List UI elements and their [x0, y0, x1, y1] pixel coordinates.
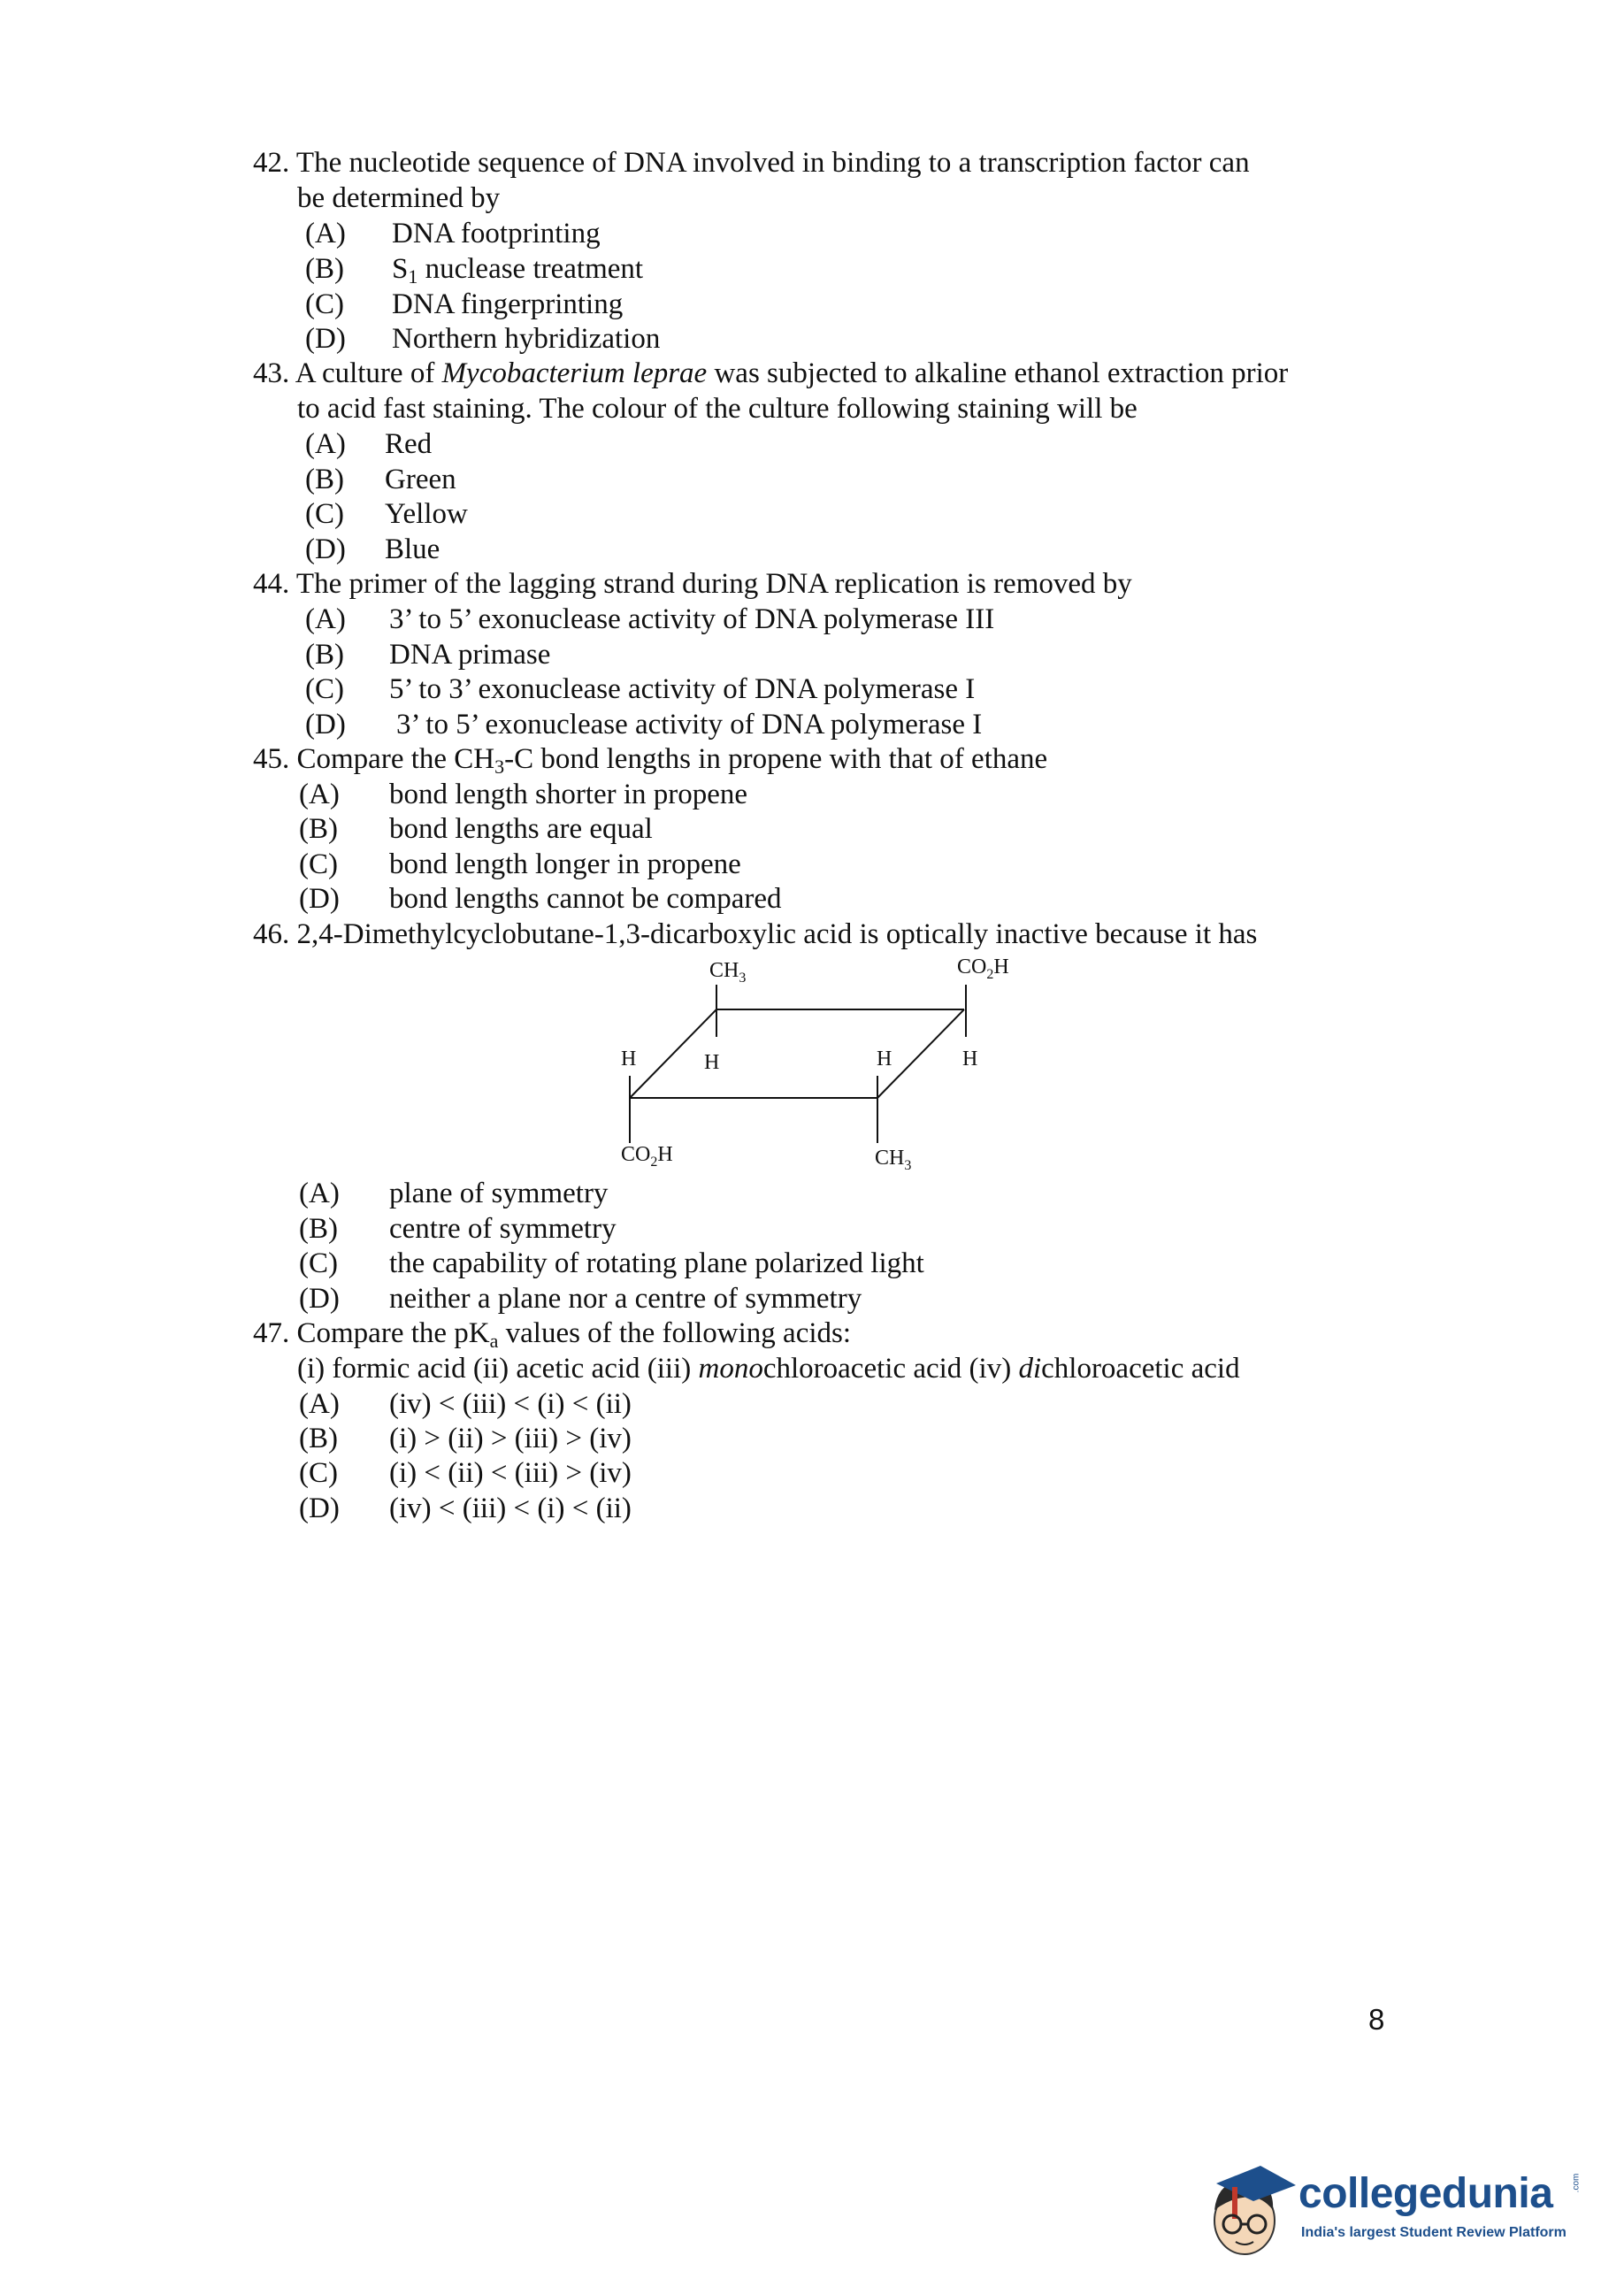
- label-ch3-top: $CH_3$: [709, 959, 747, 986]
- option-label: (D): [299, 1492, 340, 1524]
- option-text: (iv) < (iii) < (i) < (ii): [389, 1492, 632, 1524]
- question-45: 45. Compare the $CH_3-C$ bond lengths in propene with that of ethane: [253, 743, 1048, 778]
- question-47: 47. Compare the $pK_a$ values of the following acids:: [253, 1317, 852, 1352]
- option-text: Blue: [385, 533, 440, 565]
- question-47-cont: (i) formic acid (ii) acetic acid (iii) monochloroacetic acid (iv) dichloroacetic acid: [297, 1353, 1240, 1385]
- option-text: 5’ to 3’ exonuclease activity of DNA polymerase I: [389, 673, 976, 705]
- label-h: H: [962, 1047, 978, 1070]
- option-label: (D): [305, 533, 346, 565]
- option-text: 3’ to 5’ exonuclease activity of DNA polymerase III: [389, 603, 995, 635]
- option-text: Northern hybridization: [392, 323, 661, 355]
- option-label: (C): [305, 288, 344, 320]
- option-text: Green: [385, 464, 456, 495]
- option-text: (iv) < (iii) < (i) < (ii): [389, 1388, 632, 1420]
- label-h: H: [704, 1051, 720, 1074]
- option-label: (A): [299, 1178, 340, 1209]
- option-label: (C): [299, 848, 338, 880]
- option-label: (A): [299, 779, 340, 810]
- question-43-cont: to acid fast staining. The colour of the culture following staining will be: [297, 393, 1138, 425]
- option-label: (C): [305, 498, 344, 530]
- option-text: Red: [385, 428, 433, 460]
- logo-tagline: India's largest Student Review Platform: [1301, 2225, 1567, 2240]
- option-label: (B): [305, 464, 344, 495]
- option-text: bond length shorter in propene: [389, 779, 748, 810]
- logo-suffix: .com: [1571, 2173, 1582, 2193]
- option-label: (D): [305, 709, 346, 740]
- cyclobutane-structure-diagram: [610, 943, 1035, 1182]
- option-label: (B): [299, 1423, 338, 1454]
- label-co2h-bottom: $CO_2H$: [621, 1143, 673, 1170]
- label-h: H: [877, 1047, 892, 1070]
- option-label: (D): [299, 1283, 340, 1315]
- option-text: bond lengths cannot be compared: [389, 883, 782, 915]
- option-label: (C): [299, 1457, 338, 1489]
- option-text: bond length longer in propene: [389, 848, 741, 880]
- question-42-cont: be determined by: [297, 182, 501, 214]
- option-label: (B): [299, 813, 338, 845]
- option-label: (A): [305, 428, 346, 460]
- option-label: (A): [305, 218, 346, 249]
- option-text: plane of symmetry: [389, 1178, 609, 1209]
- option-text: $S_1$ nuclease treatment: [392, 253, 644, 288]
- question-42: 42. The nucleotide sequence of DNA involved in binding to a transcription factor can: [253, 147, 1250, 179]
- option-label: (A): [299, 1388, 340, 1420]
- option-text: (i) > (ii) > (iii) > (iv): [389, 1423, 632, 1454]
- option-label: (D): [299, 883, 340, 915]
- option-text: DNA primase: [389, 639, 551, 671]
- option-text: (i) < (ii) < (iii) > (iv): [389, 1457, 632, 1489]
- option-text: 3’ to 5’ exonuclease activity of DNA polymerase I: [396, 709, 983, 740]
- question-43: 43. A culture of Mycobacterium leprae was subjected to alkaline ethanol extraction prior: [253, 357, 1289, 389]
- question-44: 44. The primer of the lagging strand during DNA replication is removed by: [253, 568, 1132, 600]
- option-text: centre of symmetry: [389, 1213, 617, 1245]
- option-label: (C): [305, 673, 344, 705]
- page-number: 8: [1368, 2003, 1385, 2036]
- question-46: 46. 2,4-Dimethylcyclobutane-1,3-dicarboxylic acid is optically inactive because it has: [253, 918, 1258, 950]
- option-text: Yellow: [385, 498, 468, 530]
- option-label: (C): [299, 1247, 338, 1279]
- logo-wordmark: collegedunia: [1298, 2170, 1553, 2217]
- label-h: H: [621, 1047, 637, 1070]
- option-label: (B): [305, 639, 344, 671]
- option-text: DNA footprinting: [392, 218, 601, 249]
- option-text: the capability of rotating plane polarized light: [389, 1247, 924, 1279]
- option-label: (A): [305, 603, 346, 635]
- option-label: (D): [305, 323, 346, 355]
- option-label: (B): [299, 1213, 338, 1245]
- option-text: neither a plane nor a centre of symmetry: [389, 1283, 862, 1315]
- option-label: (B): [305, 253, 344, 285]
- label-ch3-bottom: $CH_3$: [875, 1147, 912, 1173]
- option-text: DNA fingerprinting: [392, 288, 624, 320]
- option-text: bond lengths are equal: [389, 813, 653, 845]
- label-co2h-top: $CO_2H$: [957, 955, 1009, 982]
